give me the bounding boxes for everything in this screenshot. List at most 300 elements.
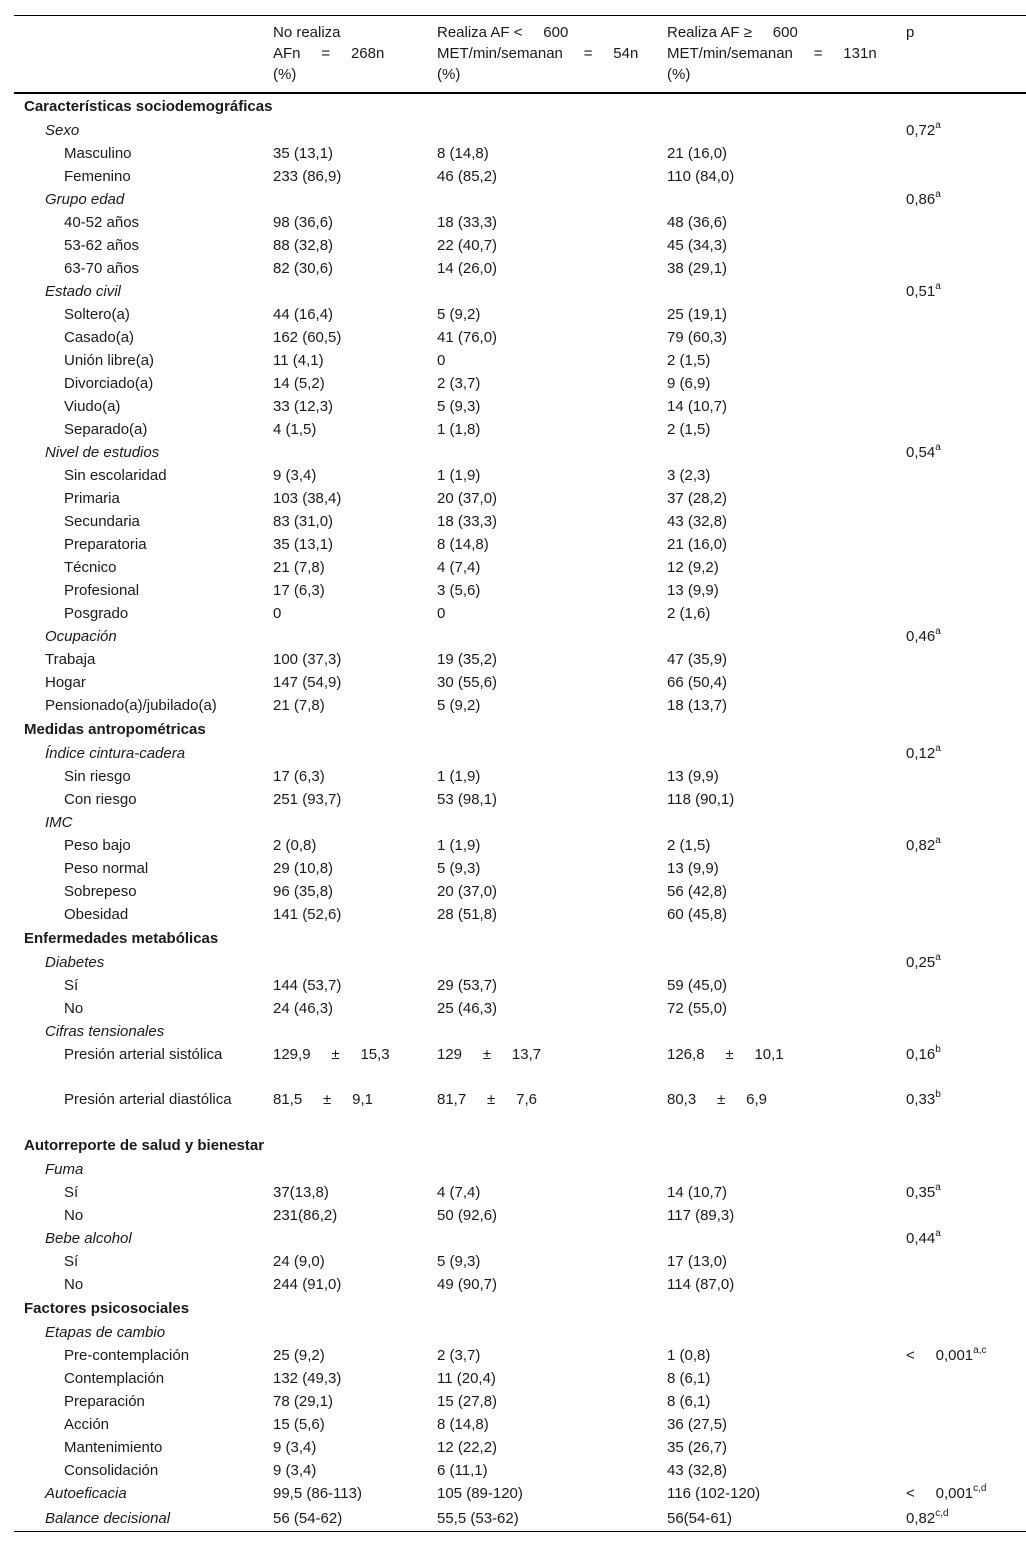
row-label: Sin riesgo [64,768,131,785]
p-footnote-mark: a [935,743,941,754]
row-label: Factores psicosociales [24,1300,190,1317]
value-cell: 2 (1,5) [667,837,711,854]
p-value-cell [896,1390,1026,1413]
table-row [14,579,1026,602]
value-cell: 14 (5,2) [273,375,325,392]
row-label: Pensionado(a)/jubilado(a) [45,697,217,714]
value-cell: 17 (13,0) [667,1253,728,1270]
value-cell [263,742,427,765]
value-cell: 56 (54-62) [273,1509,343,1527]
value-cell: 18 (13,7) [667,697,728,714]
table-row [14,1088,1026,1133]
table-row [14,234,1026,257]
value-cell: 116 (102-120) [667,1485,761,1502]
p-footnote-mark: a,c [973,1345,987,1356]
value-cell: 96 (35,8) [273,883,334,900]
row-label: 53-62 años [64,237,140,254]
value-cell: 56(54-61) [667,1509,733,1527]
row-label: Preparatoria [64,536,147,553]
section-row [14,1296,1026,1321]
value-cell: 43 (32,8) [667,1462,728,1479]
value-cell: 8 (14,8) [437,145,489,162]
row-label: Obesidad [64,906,129,923]
row-label: Sí [64,1253,79,1270]
table-row [14,349,1026,372]
value-cell: 44 (16,4) [273,306,334,323]
section-row [14,717,1026,742]
row-label: Trabaja [45,651,96,668]
value-cell: 22 (40,7) [437,237,498,254]
table-row [14,556,1026,579]
row-label: Características sociodemográficas [24,98,273,115]
row-label: Enfermedades metabólicas [24,930,219,947]
value-cell [263,441,427,464]
value-cell: 126,8 ± 10,1 [667,1046,784,1063]
p-footnote-mark: a [935,835,941,846]
row-label: IMC [45,814,73,831]
row-label: Casado(a) [64,329,135,346]
value-cell: 117 (89,3) [667,1207,735,1224]
value-cell [657,1158,896,1181]
p-value-cell [896,1204,1026,1227]
value-cell [263,1227,427,1250]
p-value-cell [896,1436,1026,1459]
p-value-cell [896,1227,1026,1250]
value-cell: 21 (16,0) [667,536,728,553]
p-value-cell [896,765,1026,788]
p-value-cell [896,372,1026,395]
p-value: 0,25 [906,954,936,971]
value-cell: 43 (32,8) [667,513,728,530]
value-cell [263,188,427,211]
p-value-cell [896,903,1026,926]
p-value-cell [896,1088,1026,1133]
table-header-row [14,16,1026,94]
table-row [14,1273,1026,1296]
table-row [14,165,1026,188]
p-value: < 0,001 [906,1347,974,1364]
p-value: 0,35 [906,1184,936,1201]
table-row [14,1043,1026,1088]
value-cell: 132 (49,3) [273,1370,342,1387]
p-value: 0,51 [906,283,936,300]
value-cell: 4 (1,5) [273,421,317,438]
value-cell [657,1020,896,1043]
row-label: Nivel de estudios [45,444,160,461]
row-label: Viudo(a) [64,398,121,415]
p-value: 0,54 [906,444,936,461]
value-cell: 14 (10,7) [667,1184,728,1201]
p-value-cell [896,857,1026,880]
value-cell [427,742,657,765]
value-cell: 15 (5,6) [273,1416,325,1433]
value-cell: 244 (91,0) [273,1276,342,1293]
row-label: Grupo edad [45,191,125,208]
p-value-cell [896,579,1026,602]
value-cell: 1 (1,9) [437,837,481,854]
p-value-cell [896,1043,1026,1088]
value-cell: 30 (55,6) [437,674,498,691]
value-cell: 18 (33,3) [437,214,498,231]
table-row [14,326,1026,349]
p-value: 0,12 [906,745,936,762]
p-value-cell [896,395,1026,418]
value-cell: 0 [437,352,446,369]
value-cell: 6 (11,1) [437,1462,488,1479]
table-row [14,257,1026,280]
header-empty [14,16,263,94]
p-value-cell [896,625,1026,648]
table-row [14,903,1026,926]
value-cell: 36 (27,5) [667,1416,728,1433]
p-value-cell [896,142,1026,165]
value-cell: 47 (35,9) [667,651,728,668]
value-cell: 24 (9,0) [273,1253,325,1270]
value-cell [657,811,896,834]
value-cell: 19 (35,2) [437,651,498,668]
p-footnote-mark: a [935,1182,941,1193]
value-cell: 25 (9,2) [273,1347,325,1364]
header-p [896,16,1026,94]
value-cell: 80,3 ± 6,9 [667,1091,767,1108]
row-label: Posgrado [64,605,129,622]
value-cell: 21 (16,0) [667,145,728,162]
value-cell: 55,5 (53-62) [437,1509,519,1527]
table-row [14,142,1026,165]
value-cell: 50 (92,6) [437,1207,498,1224]
row-label: Preparación [64,1393,145,1410]
value-cell [427,811,657,834]
row-label: Femenino [64,168,131,185]
value-cell: 59 (45,0) [667,977,728,994]
table-row [14,510,1026,533]
value-cell: 98 (36,6) [273,214,334,231]
row-label: Masculino [64,145,132,162]
table-row [14,1250,1026,1273]
value-cell: 33 (12,3) [273,398,334,415]
header-line: MET/min/semanan = 131n [667,45,877,62]
p-value-cell [896,1158,1026,1181]
value-cell: 8 (14,8) [437,1416,489,1433]
row-label: Medidas antropométricas [24,721,206,738]
table-row [14,487,1026,510]
value-cell: 5 (9,2) [437,306,481,323]
table-row [14,671,1026,694]
value-cell: 21 (7,8) [273,559,325,576]
value-cell: 103 (38,4) [273,490,342,507]
value-cell: 29 (10,8) [273,860,334,877]
p-value: 0,46 [906,628,936,645]
row-label: Mantenimiento [64,1439,163,1456]
row-label: Bebe alcohol [45,1230,132,1247]
value-cell: 66 (50,4) [667,674,728,691]
value-cell: 72 (55,0) [667,1000,728,1017]
p-value-cell [896,1459,1026,1482]
value-cell: 25 (46,3) [437,1000,498,1017]
value-cell [427,188,657,211]
table-row [14,395,1026,418]
table-row [14,694,1026,717]
value-cell: 114 (87,0) [667,1276,735,1293]
table-row [14,648,1026,671]
value-cell [657,625,896,648]
value-cell: 2 (3,7) [437,375,481,392]
row-label: Profesional [64,582,140,599]
row-label: Contemplación [64,1370,165,1387]
value-cell: 45 (34,3) [667,237,728,254]
p-value: < 0,001 [906,1485,974,1502]
p-footnote-mark: c,d [973,1483,987,1494]
value-cell: 9 (3,4) [273,1462,317,1479]
p-value-cell [896,188,1026,211]
table-row [14,857,1026,880]
row-label: Pre-contemplación [64,1347,190,1364]
p-value-cell [896,648,1026,671]
row-label: Sin escolaridad [64,467,167,484]
subsection-row [14,742,1026,765]
value-cell: 17 (6,3) [273,768,325,785]
value-cell [427,1020,657,1043]
value-cell: 48 (36,6) [667,214,728,231]
p-value-cell [896,1020,1026,1043]
p-value: 0,44 [906,1230,936,1247]
value-cell [263,1158,427,1181]
p-value-cell [896,602,1026,625]
p-footnote-mark: c,d [935,1507,949,1519]
value-cell [427,441,657,464]
subsection-row [14,119,1026,142]
row-label: 40-52 años [64,214,140,231]
p-value-cell [896,303,1026,326]
row-label: Fuma [45,1161,84,1178]
row-label: Sexo [45,122,80,139]
p-value-cell [896,1181,1026,1204]
table-row [14,1204,1026,1227]
p-value-cell [896,1505,1026,1532]
section-row [14,926,1026,951]
header-line: AFn = 268n [273,45,385,62]
p-value-cell [896,811,1026,834]
table-row [14,533,1026,556]
value-cell [263,1020,427,1043]
row-label: Ocupación [45,628,117,645]
row-label: Diabetes [45,954,105,971]
header-realiza-menor [427,16,657,94]
value-cell: 21 (7,8) [273,697,325,714]
table-row [14,303,1026,326]
row-label: Separado(a) [64,421,148,438]
p-value-cell [896,1482,1026,1505]
value-cell: 20 (37,0) [437,883,498,900]
p-value-cell [896,280,1026,303]
value-cell: 118 (90,1) [667,791,735,808]
value-cell: 2 (1,5) [667,421,711,438]
value-cell: 147 (54,9) [273,674,342,691]
value-cell: 100 (37,3) [273,651,342,668]
p-value-cell [896,1250,1026,1273]
p-footnote-mark: b [935,1044,941,1055]
value-cell: 79 (60,3) [667,329,728,346]
p-value-cell [896,556,1026,579]
value-cell [263,811,427,834]
table-row [14,1459,1026,1482]
subsection-row [14,1321,1026,1344]
value-cell: 2 (1,6) [667,605,711,622]
p-value-cell [896,880,1026,903]
table-row [14,1436,1026,1459]
p-value-cell [896,1273,1026,1296]
value-cell: 13 (9,9) [667,860,719,877]
value-cell: 37(13,8) [273,1184,329,1201]
header-line: MET/min/semanan = 54n [437,45,639,62]
value-cell: 3 (5,6) [437,582,481,599]
value-cell: 4 (7,4) [437,559,481,576]
table-row [14,372,1026,395]
p-value: 0,86 [906,191,936,208]
value-cell [657,742,896,765]
value-cell [657,1227,896,1250]
p-footnote-mark: a [935,442,941,453]
row-label: Técnico [64,559,117,576]
value-cell [427,625,657,648]
row-label: Índice cintura-cadera [45,745,186,762]
value-cell [657,280,896,303]
value-cell: 11 (20,4) [437,1370,496,1387]
table-row [14,1367,1026,1390]
p-value-cell [896,742,1026,765]
p-value: 0,82 [906,1509,936,1527]
table-row [14,1344,1026,1367]
row-label: Divorciado(a) [64,375,154,392]
p-value-cell [896,834,1026,857]
value-cell: 49 (90,7) [437,1276,498,1293]
value-cell: 78 (29,1) [273,1393,334,1410]
value-cell [657,951,896,974]
subsection-row [14,1020,1026,1043]
value-cell: 5 (9,3) [437,1253,481,1270]
value-cell [263,951,427,974]
p-value-cell [896,165,1026,188]
subsection-row [14,811,1026,834]
header-line: (%) [667,66,691,83]
p-value-cell [896,1413,1026,1436]
value-cell: 60 (45,8) [667,906,728,923]
table-container [14,15,1026,1532]
table-row [14,464,1026,487]
subsection-row [14,951,1026,974]
value-cell: 29 (53,7) [437,977,498,994]
value-cell: 2 (1,5) [667,352,711,369]
row-label: Primaria [64,490,120,507]
row-label: Presión arterial diastólica [64,1091,232,1108]
p-footnote-mark: a [935,1228,941,1239]
row-label: Cifras tensionales [45,1023,165,1040]
value-cell [427,119,657,142]
p-value-cell [896,487,1026,510]
table-row [14,1181,1026,1204]
value-cell: 5 (9,3) [437,860,481,877]
value-cell [427,951,657,974]
value-cell: 3 (2,3) [667,467,711,484]
value-cell: 82 (30,6) [273,260,334,277]
value-cell: 28 (51,8) [437,906,498,923]
header-line: Realiza AF < 600 [437,24,569,41]
row-label: Etapas de cambio [45,1324,166,1341]
value-cell: 0 [437,605,446,622]
subsection-row [14,1158,1026,1181]
value-cell: 17 (6,3) [273,582,325,599]
row-label: Presión arterial sistólica [64,1046,223,1063]
p-value-cell [896,788,1026,811]
subsection-row [14,280,1026,303]
value-cell: 2 (3,7) [437,1347,481,1364]
p-value-cell [896,997,1026,1020]
value-cell: 144 (53,7) [273,977,342,994]
value-cell: 105 (89-120) [437,1485,523,1502]
value-cell: 8 (6,1) [667,1393,711,1410]
value-cell: 37 (28,2) [667,490,728,507]
p-value-cell [896,464,1026,487]
data-table [14,15,1026,1532]
p-footnote-mark: a [935,952,941,963]
row-label: 63-70 años [64,260,140,277]
value-cell: 56 (42,8) [667,883,728,900]
value-cell: 12 (22,2) [437,1439,498,1456]
subsection-row [14,625,1026,648]
row-label: Peso normal [64,860,149,877]
row-label: Hogar [45,674,86,691]
table-row [14,418,1026,441]
value-cell: 81,5 ± 9,1 [273,1091,373,1108]
table-row [14,602,1026,625]
value-cell: 18 (33,3) [437,513,498,530]
section-row [14,93,1026,119]
p-value-cell [896,326,1026,349]
value-cell: 129 ± 13,7 [437,1046,542,1063]
header-line: (%) [273,66,297,83]
value-cell: 5 (9,2) [437,697,481,714]
row-label: Sí [64,977,79,994]
row-label: Secundaria [64,513,140,530]
section-row [14,1133,1026,1158]
value-cell: 38 (29,1) [667,260,728,277]
value-cell: 25 (19,1) [667,306,728,323]
value-cell [657,188,896,211]
p-value-cell [896,974,1026,997]
value-cell: 99,5 (86-113) [273,1485,362,1502]
value-cell: 14 (26,0) [437,260,498,277]
value-cell: 1 (1,8) [437,421,481,438]
value-cell: 53 (98,1) [437,791,498,808]
subsection-row [14,1227,1026,1250]
p-value-cell [896,1321,1026,1344]
table-body [14,93,1026,1532]
p-value-cell [896,211,1026,234]
table-row [14,880,1026,903]
row-label: Unión libre(a) [64,352,155,369]
table-row [14,997,1026,1020]
value-cell [657,441,896,464]
p-value: 0,72 [906,122,936,139]
subsection-row [14,1482,1026,1505]
value-cell: 83 (31,0) [273,513,334,530]
value-cell [263,119,427,142]
value-cell: 162 (60,5) [273,329,342,346]
row-label: Con riesgo [64,791,137,808]
header-line: No realiza [273,24,341,41]
p-value-cell [896,694,1026,717]
p-footnote-mark: a [935,120,941,131]
